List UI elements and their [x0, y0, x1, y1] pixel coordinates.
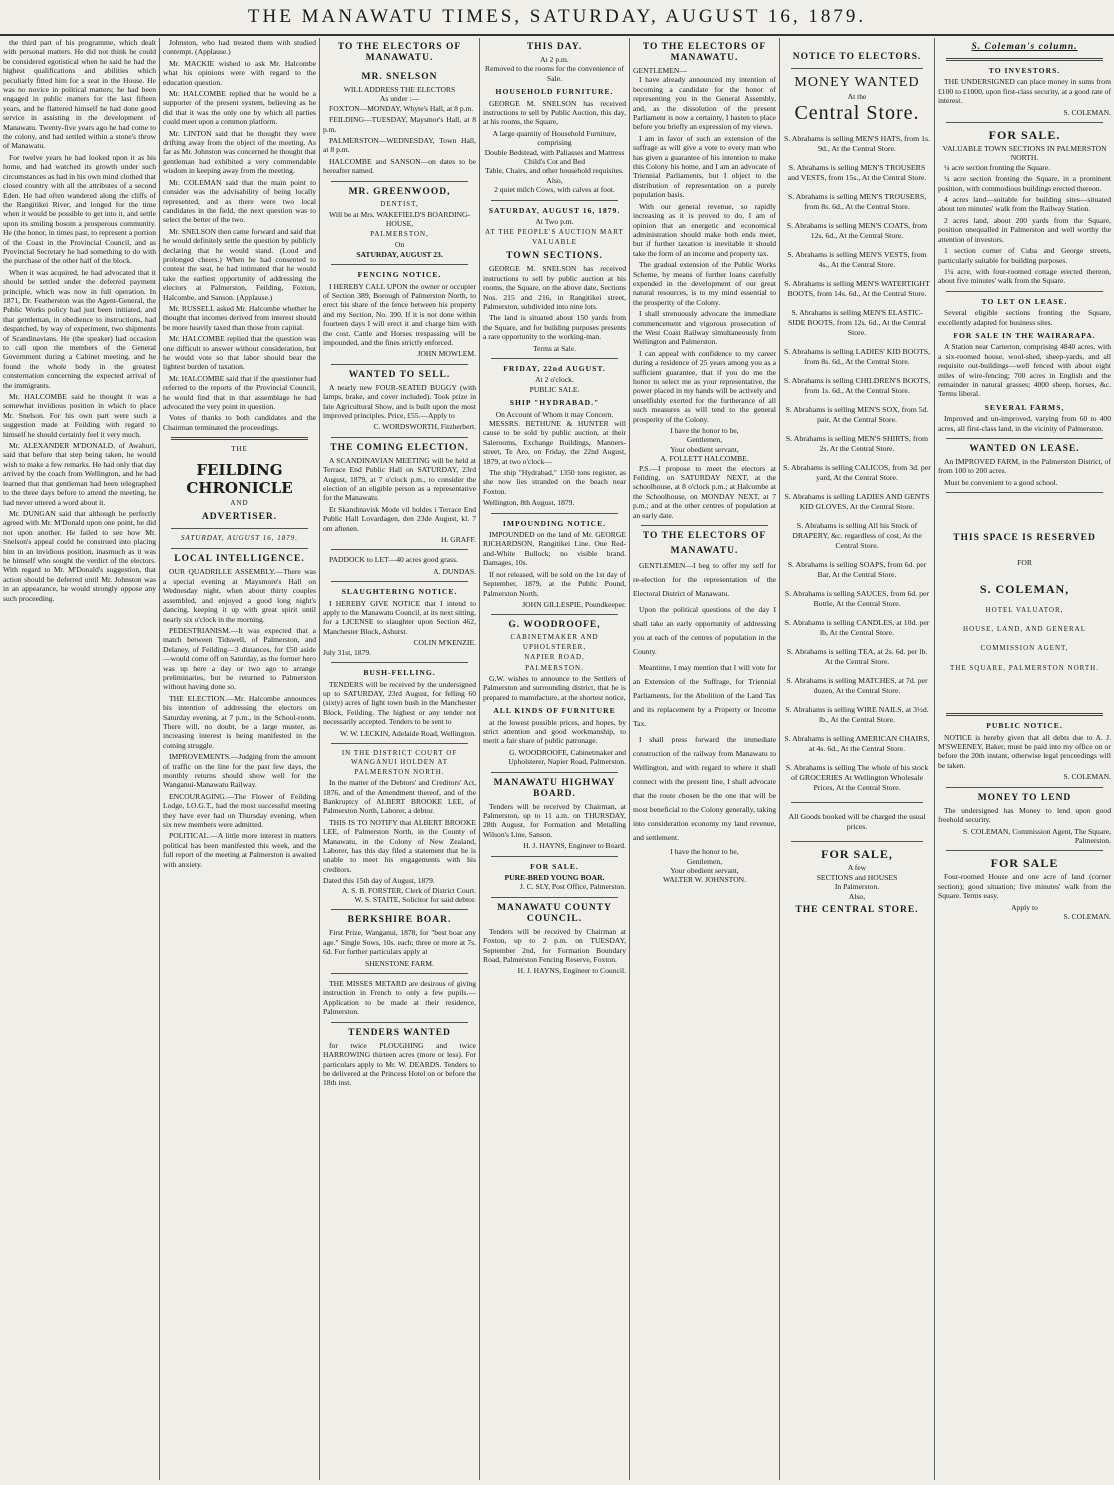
article-paragraph: When it was acquired, he had advocated that it should be settled under the deferred payment principle, which was now in full operation. In 1871, Dr. Featherston was the Agent-General, the Public Works policy had just been initiated, and that gentleman, in obedience to instructions, had despatched, by way of experiment, two shipments of Scandinavians. He (the speaker) had occasion to call upon the members of the General Government during a Cabinet meeting, and he found the whole body in the greatest consternation concerning the expected arrival of the immigrants.: [3, 267, 156, 390]
ad-heading: TO INVESTORS.: [988, 66, 1061, 75]
ad-heading: TO THE ELECTORS OF MANAWATU.: [337, 42, 462, 63]
ad-heading: WANTED TO SELL.: [348, 369, 451, 380]
address-paragraph: With our general revenue, so rapidly increasing as it is proved to do, I am of opinion that an energetic and economical administration should make both ends meet, but if further taxation is inevitable it should take the form of an income and property tax.: [633, 201, 776, 258]
ad-date: Dated this 15th day of August, 1879.: [323, 876, 435, 886]
masthead: THE MANAWATU TIMES, SATURDAY, AUGUST 16, 1879.: [0, 0, 1114, 36]
ad-body: NOTICE is hereby given that all debts due to A. J. M'SWEENEY, Baker, must be paid into my office on or before the 20th instant, otherwise legal proceedings will be taken.: [938, 732, 1111, 770]
ad-line: SECTIONS and HOUSES: [816, 872, 898, 882]
article-paragraph: For twelve years he had looked upon it as his home, and had watched its growth under such circumstances as had in his own mind clothed that closed country with all the attributes of a second Eden. He had often wandered along the cliffs of the Rangitikei River, and longed for the time when it would be possible to get into it, and settle upon its smiling bosom a prosperous community. He (the honor, in times past, to represent a portion of the Coast in the Provincial Council, and as Provincial Secretary he had something to do with the purchase of the other half of the block.: [3, 152, 156, 266]
closing: Your obedient servant,: [670, 444, 739, 454]
ad-heading: NOTICE TO ELECTORS.: [792, 52, 922, 62]
local-item: OUR QUADRILLE ASSEMBLY.—There was a special evening at Maysmore's Hall on Wednesday night, when about thirty couples assembled, and enjoyed a good long night's dancing, keeping it up with great spirit until nearly six o'clock in the morning.: [163, 567, 316, 624]
column-6: [780, 38, 935, 1480]
ad-heading: SATURDAY, AUGUST 16, 1879.: [488, 205, 621, 215]
ad-body: The undersigned has Money to lend upon good freehold security.: [938, 805, 1111, 825]
store-note: All Goods booked will be charged the usual prices.: [788, 812, 926, 832]
divider: [331, 264, 468, 265]
ad-body: THE UNDERSIGNED can place money in sums from £100 to £1000, upon first-class security, at a good rate of interest.: [938, 77, 1111, 106]
store-item: S. Abrahams is selling SAUCES, from 6d. per Bottle, At the Central Store.: [784, 589, 930, 609]
column-heading: S. Coleman's column.: [971, 42, 1078, 52]
ad-signature: J. C. SLY, Post Office, Palmerston.: [519, 882, 626, 892]
ad-item: HALCOMBE and SANSON—on dates to be hereafter named.: [323, 156, 476, 176]
divider: [491, 614, 618, 615]
divider: [641, 525, 768, 526]
divider: [491, 856, 618, 857]
article-paragraph: Mr. COLEMAN said that the main point to consider was the advisability of being locally represented, and as there were two local candidates in the field, the next question was to select the better of the two.: [163, 177, 316, 225]
divider: [491, 772, 618, 773]
sale-item: 2 acres land, about 200 yards from the Square, position unequalled in Palmerston and well worthy the attention of investors.: [938, 215, 1111, 244]
ad-body: If not released, will be sold on the 1st day of September, 1879, at the Public Pound, Palmerston North.: [483, 569, 626, 598]
ad-signature: S. COLEMAN.: [1063, 772, 1111, 782]
ad-body: Improved and un-improved, varying from 60 to 400 acres, all first-class land, in the vicinity of Palmerston.: [938, 414, 1111, 433]
ad-heading: BERKSHIRE BOAR.: [347, 915, 452, 926]
ad-line: In Palmerston.: [834, 882, 880, 892]
ad-line: FOR: [1017, 558, 1032, 568]
ad-heading: MANAWATU HIGHWAY BOARD.: [493, 777, 616, 799]
divider: [491, 897, 618, 898]
ad-body: PADDOCK to LET—40 acres good grass.: [329, 555, 458, 565]
ad-line: VALUABLE TOWN SECTIONS IN PALMERSTON NORTH.: [942, 144, 1107, 163]
divider: [331, 973, 468, 974]
ad-item: FOXTON—MONDAY, Whyte's Hall, at 8 p.m.: [329, 103, 474, 113]
divider: [946, 58, 1103, 61]
ad-signature: COLIN M'KENZIE.: [413, 638, 476, 648]
ad-line: AT THE PEOPLE'S AUCTION MART: [485, 227, 624, 236]
ad-item: PALMERSTON—WEDNESDAY, Town Hall, at 8 p.m.: [323, 136, 476, 155]
ad-heading: WANTED ON LEASE.: [969, 444, 1080, 454]
ad-body: at the lowest possible prices, and hopes, by strict attention and good workmanship, to merit a fair share of public patronage.: [483, 717, 626, 746]
ad-body: First Prize, Wanganui, 1878, for "best boar any age." Single Sows, 10s. each; three or more at 7s. 6d. For further particulars apply at: [323, 928, 476, 957]
ad-heading: TO LET ON LEASE.: [981, 296, 1068, 306]
column-3: [320, 38, 480, 1480]
store-item: S. Abrahams is selling MEN'S TROUSERS and VESTS, from 15s., At the Central Store.: [787, 163, 927, 183]
divider: [331, 181, 468, 182]
ad-body: THE MISSES METARD are desirous of giving instruction in French to only a few pupils.—Application to be made at their residence, Palmerston.: [323, 979, 476, 1017]
ad-heading: THE COMING ELECTION.: [330, 442, 469, 453]
chronicle-name: FEILDING CHRONICLE: [186, 460, 293, 497]
article-paragraph: Mr. SNELSON then came forward and said that he would definitely settle the question by publicly declaring that he would stand. (Loud and prolonged cheers.) When he had consented to contest the seat, he had intimated that he would take the earliest opportunity of addressing the electors at Palmerston, Feilding, Foxton, Halcombe, and Sanson. (Applause.): [163, 226, 316, 302]
ad-heading: TOWN SECTIONS.: [506, 251, 603, 262]
ad-line: PUBLIC SALE.: [529, 384, 580, 394]
divider: [946, 438, 1103, 439]
sale-item: ¼ acre section fronting the Square, in a prominent position, with commodious buildings erected thereon.: [938, 174, 1111, 193]
ad-heading: FOR SALE.: [988, 128, 1061, 143]
ad-heading: MANAWATU.: [670, 546, 739, 557]
chronicle-date: SATURDAY, AUGUST 16, 1879.: [180, 534, 299, 543]
ad-line: WILL ADDRESS THE ELECTORS: [343, 85, 456, 94]
ad-line: DENTIST,: [380, 199, 419, 208]
ad-signature: G. WOODROOFE, Cabinetmaker and Upholsterer, Napier Road, Palmerston.: [508, 747, 626, 767]
article-paragraph: Votes of thanks to both candidates and the Chairman terminated the proceedings.: [163, 413, 316, 432]
store-item: S. Abrahams is selling MEN'S ELASTIC-SIDE BOOTS, from 12s. 6d., At the Central Store.: [788, 308, 926, 338]
ad-heading: IN THE DISTRICT COURT OF WANGANUI HOLDEN AT PALMERSTON NORTH.: [341, 748, 458, 776]
column-1: [0, 38, 160, 1480]
sale-item: 4 acres land—suitable for building sites—situated about ten minutes' walk from the Railway Station.: [938, 195, 1111, 214]
ad-body: for twice PLOUGHING and twice HARROWING thirteen acres (more or less). For particulars apply to Mr. W. DEARDS. Tenders to be delivered at the Princess Hotel on or before the 18th inst.: [323, 1040, 476, 1088]
address-paragraph: I shall press forward the immediate construction of the railway from Manawatu to Wellington, and with regard to where it shall connect with the present line, I shall advocate that the route chosen be the one that will be most beneficial to the Colony generally, taking into consideration economy my land revenue, and settlement.: [633, 735, 776, 843]
ad-line: NAPIER ROAD,: [524, 653, 585, 662]
column-5: [630, 38, 780, 1480]
divider: [491, 358, 618, 359]
divider: [791, 802, 923, 803]
divider: [791, 68, 923, 69]
sale-item: ¼ acre section fronting the Square.: [944, 162, 1051, 172]
store-item: S. Abrahams is selling CALICOS, from 3d. per yard, At the Central Store.: [783, 463, 931, 483]
ad-line: 2 quiet milch Cows, with calves at foot.: [494, 185, 615, 195]
store-item: S. Abrahams is selling SOAPS, from 6d. per Bar, At the Central Store.: [787, 560, 927, 580]
address-paragraph: Meantime, I may mention that I will vote for an Extension of the Suffrage, for Triennial Parliaments, for the Abolition of the Land Tax and its replacement by a Property or Income Tax.: [633, 663, 776, 729]
store-item: S. Abrahams is selling MATCHES, at 7d. per dozen, At the Central Store.: [786, 676, 928, 696]
ad-name: S. COLEMAN,: [979, 581, 1070, 596]
ad-line: At the: [847, 92, 867, 101]
local-item: PEDESTRIANISM.—It was expected that a match between Tidswell, of Palmerston, and Delaney, of Feilding—3 distances, for £50 aside—would come off on Saturday, as the former hero was up here a day or two ago to arrange preliminaries, but he returned to Palmerston without having done so.: [163, 625, 316, 692]
article-paragraph: Mr. DUNGAN said that although he perfectly agreed with Mr. M'Donald upon one point, he did not upon another. He failed to see how Mr. Snelson's appeal could be construed into placing him in an invidious position, inasmuch as it was he himself who sought the verdict of the electors. With regard to Mr. M'Donald's suggestion, that action should be deferred until Mr. Johnston was in an appearance, he would strongly oppose any such proceeding.: [3, 508, 156, 603]
closing: I have the honor to be,: [670, 426, 739, 436]
closing: Your obedient servant,: [670, 865, 739, 875]
ad-signature: H. GRAFF.: [440, 535, 476, 545]
ad-signature: W. W. LECKIN, Adelaide Road, Wellington.: [339, 728, 476, 738]
ad-line: At 2 p.m.: [540, 55, 569, 64]
ad-line: VALUABLE: [532, 237, 577, 246]
chronicle-and: AND: [230, 498, 249, 507]
ad-line: At 2 o'clock.: [535, 375, 574, 385]
ad-signature: H. J. HAYNS, Engineer to Board.: [523, 841, 626, 851]
article-paragraph: Mr. HALCOMBE said he thought it was a somewhat invidious position in which to place Mr. Snelson. For his own part were such a suggestion made at Feilding with regard to himself he should certainly feel it very much.: [3, 392, 156, 439]
ad-heading: FOR SALE: [990, 856, 1059, 871]
ad-heading: SHIP "HYDRABAD.": [509, 398, 600, 408]
store-item: S. Abrahams is selling MEN'S WATERTIGHT BOOTS, from 14s. 6d., At the Central Store.: [784, 279, 930, 299]
local-item: THE ELECTION.—Mr. Halcombe announces his intention of addressing the electors on Saturday evening, at 7 p.m., in the School-room. There will, no doubt, be a large muster, as increasing interest is being manifested in the coming struggle.: [163, 693, 316, 750]
ad-body: The land is situated about 150 yards from the Square, and for building purposes presents a rare opportunity to the working-man.: [483, 313, 626, 342]
ad-heading: SLAUGHTERING NOTICE.: [341, 587, 458, 597]
local-item: IMPROVEMENTS.—Judging from the amount of traffic on the line for the past few days, the monthly returns should show well for the Wanganui-Manawatu Railway.: [163, 752, 316, 790]
ad-signature: THE CENTRAL STORE.: [795, 905, 919, 916]
ad-heading: FOR SALE,: [821, 847, 893, 862]
store-item: S. Abrahams is selling LADIES' KID BOOTS, from 8s. 6d., At the Central Store.: [783, 347, 931, 367]
address-paragraph: I have already announced my intention of becoming a candidate for the honor of representing you in the General Assembly, and, as the dissolution of the present Parliament is now a certainty, I hasten to place before you briefly an expression of my views.: [633, 75, 776, 132]
ad-heading: FENCING NOTICE.: [357, 270, 442, 280]
store-item: S. Abrahams is selling CANDLES, at 10d. per lb, At the Central Store.: [784, 618, 930, 638]
ad-name: G. WOODROOFE,: [508, 620, 601, 631]
article-paragraph: Mr. MACKIE wished to ask Mr. Halcombe what his opinions were with regard to the education question.: [163, 58, 316, 87]
divider: [331, 364, 468, 365]
ad-line: At Two p.m.: [535, 217, 574, 227]
address-paragraph: I can appeal with confidence to my career during a residence of 25 years among you as a sufficient guarantee, that if you do me the honor to select me as your representative, the power placed in my hands will be actively and unselfishly exerted for the furtherance of all such measures as will tend to the general prosperity of the Colony.: [633, 348, 776, 424]
article-paragraph: Mr. RUSSELL asked Mr. Halcombe whether he thought that incomes derived from interest should be more heavily taxed than those from capital.: [163, 303, 316, 332]
article-paragraph: Mr. HALCOMBE replied that the question was one difficult to answer without consideration, but he would vote so that labor should bear the lightest burden of taxation.: [163, 334, 316, 372]
ad-body: Tenders will be received by Chairman at Foxton, up to 2 p.m. on TUESDAY, September 2nd, for Formation Boundary Road, Palmerston Fencing Reserve, Foxton.: [483, 926, 626, 965]
store-item: S. Abrahams is selling WIRE NAILS, at 3½d. lb., At the Central Store.: [785, 705, 929, 725]
article-paragraph: Mr. HALCOMBE replied that he would be a supporter of the present system, believing as he did that it was the only one by which all parties could meet upon a common platform.: [163, 89, 316, 127]
divider: [946, 492, 1103, 493]
ad-body: GEORGE M. SNELSON has received instructions to sell by Public Auction, this day, at his rooms, the Square,: [483, 98, 626, 127]
ad-signature: H. J. HAYNS, Engineer to Council.: [517, 966, 626, 976]
article-paragraph: Johnston, who had treated them with studied contempt. (Applause.): [163, 38, 316, 57]
ad-signature: A. DUNDAS.: [433, 566, 476, 576]
store-item: S. Abrahams is selling The whole of his stock of GROCERIES At Wellington Wholesale Prices, At the Central Store.: [785, 763, 929, 793]
closing: Gentlemen,: [686, 856, 723, 866]
ad-signature: S. COLEMAN.: [1063, 107, 1111, 117]
store-item: S. Abrahams is selling MEN'S COATS, from 12s. 6d., At the Central Store.: [786, 221, 928, 241]
article-paragraph: Mr. ALEXANDER M'DONALD, of Awahuri, said that before that step being taken, he would wish to make a few remarks. He had only that day arrived by the coach from Wellington, and he had learned that that gentleman had been telegraphed to the three days before to attend the meeting, he had never uttered a word about it.: [3, 441, 156, 507]
ad-line: PALMERSTON.: [525, 663, 584, 672]
ad-body: G.W. wishes to announce to the Settlers of Palmerston and surrounding district, that he is prepared to manufacture, at the shortest notice,: [483, 673, 626, 702]
ad-line: COMMISSION AGENT,: [980, 644, 1069, 653]
ad-body: TENDERS will be received by the undersigned up to SATURDAY, 23rd August, for felling 60 (sixty) acres of light town bush in the Manchester Block, Feilding. The highest or any tender not necessarily accepted. Tenders to be sent to: [323, 679, 476, 727]
store-item: S. Abrahams is selling LADIES AND GENTS KID GLOVES, At the Central Store.: [784, 492, 930, 512]
ad-signature: S. COLEMAN.: [1063, 911, 1111, 921]
store-item: S. Abrahams is selling MEN'S SHIRTS, from 2s. At the Central Store.: [785, 434, 929, 454]
column-7: [935, 38, 1114, 1480]
ad-line: Apply to: [1011, 902, 1038, 912]
ad-signature: SHENSTONE FARM.: [365, 958, 434, 968]
ad-body: THIS IS TO NOTIFY that ALBERT BROOKE LEE, of Palmerston North, in the County of Manawatu, in the Colony of New Zealand, Laborer, has this day filed a statement that he is unable to meet his engagements with his creditors.: [323, 817, 476, 874]
article-paragraph: the third part of his programme, which dealt with personal matters. He did not think he could be considered egotistical when he said he had the highest qualifications and abilities which peculiarly fitted him for a seat in the House. He was no novice in political matters; he had been engaged in public matters for the last fifteen years, and he flattered himself he had done good service in assisting in the development of Manawatu. Twenty-five years ago he had come to the colony, and had settled within a stone's throw of Manawatu.: [3, 38, 156, 151]
ad-heading: FOR SALE.: [530, 861, 579, 871]
ad-signature: W. S. STAITE, Solicitor for said debtor.: [354, 895, 476, 905]
money-wanted: MONEY WANTED: [794, 75, 920, 90]
divider: [331, 909, 468, 910]
ad-heading: MONEY TO LEND: [977, 792, 1072, 803]
ad-body: In the matter of the Debtors' and Creditors' Act, 1876, and of the Amendment thereof, and of the Bankruptcy of ALBERT BROOKE LEE, of Palmerston North, Laborer, a debtor.: [323, 778, 476, 816]
local-item: ENCOURAGING.—The Flower of Feilding Lodge, I.O.G.T., had the most successful meeting they have ever had on Thursday evening, when six new members were admitted.: [163, 791, 316, 830]
ad-body: A nearly new FOUR-SEATED BUGGY (with lamps, brake, and cover included). Took prize in late Agricultural Show, and is built upon the most improved principles. Price, £55.—Apply to: [323, 382, 476, 420]
ad-line: Will be at Mrs. WAKEFIELD'S BOARDING-HOUSE,: [329, 210, 470, 229]
ad-body: A Station near Carterton, comprising 4840 acres, with a six-roomed house, wool-shed, sheep-yards, and all requisite out-buildings—well fenced with about eight miles of wire-fencing; 700 acres in English and the remainder in natural grasses; 4000 sheep, horses, &c. Terms liberal.: [938, 342, 1111, 399]
divider: [331, 1022, 468, 1023]
ad-heading: THIS DAY.: [526, 42, 583, 52]
ad-signature: WALTER W. JOHNSTON.: [662, 875, 747, 885]
ad-body: The ship "Hydrabad," 1350 tons register, as she now lies stranded on the beach near Foxton.: [483, 468, 626, 496]
divider: [331, 549, 468, 550]
article-paragraph: Mr. LINTON said that he thought they were drifting away from the object of the meeting. As far as Mr. Johnston was concerned he thought that gentleman had exhibited a very commendable wisdom in keeping away from the meeting.: [163, 128, 316, 176]
ad-body: Tenders will be received by Chairman, at Palmerston, up to 11 a.m. on THURSDAY, 28th August, for Formation and Metalling Wilson's Line, Sanson.: [483, 801, 626, 839]
ad-body: GEORGE M. SNELSON has received instructions to sell by public auction at his rooms, the Square, on the above date, Sections Nos. 215 and 216, in Rangitikei street, Palmerston, subdivided into nine lots.: [483, 264, 626, 311]
ad-line: Terms at Sale.: [532, 343, 577, 353]
ad-heading: FOR SALE IN THE WAIRARAPA.: [953, 330, 1096, 340]
ad-name: MR. SNELSON: [361, 72, 438, 82]
divider: [791, 841, 923, 842]
ad-signature: JOHN MOWLEM.: [417, 349, 476, 359]
article-paragraph: Mr. HALCOMBE said that if the questioner had referred to the reports of the Provincial Council, he would find that in that assemblage he had advocated the very point in question.: [163, 373, 316, 412]
ad-item: Child's Cot and Bed: [523, 157, 586, 167]
divider: [331, 743, 468, 744]
ad-item: FEILDING—TUESDAY, Maysmor's Hall, at 8 p.m.: [323, 115, 476, 134]
ad-body: An IMPROVED FARM, in the Palmerston District, of from 100 to 200 acres.: [938, 457, 1111, 476]
ad-heading: HOUSEHOLD FURNITURE.: [495, 87, 614, 97]
ad-signature: S. COLEMAN, Commission Agent, The Square, Palmerston.: [962, 826, 1111, 845]
ad-heading: PUBLIC NOTICE.: [986, 721, 1063, 731]
ad-line: CABINETMAKER AND UPHOLSTERER,: [510, 633, 599, 651]
ad-name: MR. GREENWOOD,: [348, 186, 451, 197]
ad-heading: BUSH-FELLING.: [363, 668, 436, 678]
ad-heading: SEVERAL FARMS,: [984, 402, 1065, 412]
ad-item: Double Bedstead, with Paliasses and Mattress: [484, 147, 625, 157]
salutation: GENTLEMEN—: [633, 66, 687, 75]
ad-body: IMPOUNDED on the land of Mr. GEORGE RICHARDSON, Rangitikei Line. One Red-and-White Bullock; no visible brand. Damages, 10s.: [483, 530, 626, 568]
ad-signature: JOHN GILLESPIE, Poundkeeper.: [522, 599, 626, 609]
chronicle-advertiser: ADVERTISER.: [201, 512, 278, 523]
sale-item: 1¼ acre, with four-roomed cottage erected thereon, about five minutes' walk from the Square.: [938, 266, 1111, 286]
ad-line: Removed to the rooms for the convenience of Sale.: [485, 64, 624, 83]
section-heading: LOCAL INTELLIGENCE.: [174, 554, 305, 565]
central-store-title: Central Store.: [794, 102, 920, 125]
divider: [171, 437, 308, 440]
ad-heading: FRIDAY, 22nd AUGUST.: [503, 363, 606, 373]
column-4: [480, 38, 630, 1480]
ad-body: I HEREBY CALL UPON the owner or occupier of Section 389, Borough of Palmerston North, to erect his share of the fence between his property and my Section, No. 390. If it is not done within fourteen days I will erect it and charge him with the cost. Cattle and Horses trespassing will be impounded, and the fines strictly enforced.: [323, 281, 476, 347]
column-2: [160, 38, 320, 1480]
ad-heading: IMPOUNDING NOTICE.: [502, 518, 607, 528]
divider: [946, 291, 1103, 292]
ad-body: I HEREBY GIVE NOTICE that I intend to apply to the Manawatu Council, at its next sitting, for a LICENSE to slaughter upon Section 462, Manchester Block, Ashurst.: [323, 598, 476, 636]
ad-date: July 31st, 1879.: [323, 647, 372, 657]
closing: I have the honor to be,: [670, 847, 739, 857]
ad-heading: TENDERS WANTED: [348, 1027, 451, 1038]
store-item: S. Abrahams is selling MEN'S SOX, from 5d. pair, At the Central Store.: [785, 405, 929, 425]
ad-body: Four-roomed House and one acre of land (corner section); good situation; five minutes' walk from the Square. Terms easy.: [938, 872, 1111, 901]
address-paragraph: I am in favor of such an extension of the suffrage as will give a vote to every man who has given a guarantee of his intention to make this Colony his home, and I am an advocate of Triennial Parliaments, but I object to the distribution of representation on a purely population basis.: [633, 133, 776, 200]
ad-line: As under :—: [379, 94, 420, 104]
store-item: S. Abrahams is selling MEN'S VESTS, from 4s., At the Central Store.: [787, 250, 927, 270]
ad-line: Also,: [848, 891, 866, 901]
ad-heading: MANAWATU COUNTY COUNCIL.: [497, 902, 612, 924]
store-item: S. Abrahams is selling MEN'S TROUSERS, from 8s. 6d., At the Central Store.: [787, 192, 927, 212]
address-paragraph: Upon the political questions of the day I shall take an early opportunity of addressing you at each of the centres of population in the County.: [633, 605, 776, 657]
ad-body: MESSRS. BETHUNE & HUNTER will cause to be sold by public auction, at their Salerooms, Exchange Buildings, Manners-street, Te Aro, on Friday, the 22nd August, 1879, at two o'clock—: [483, 419, 626, 466]
divider: [331, 662, 468, 663]
ad-item: A large quantity of Household Furniture, comprising: [492, 128, 617, 148]
ad-body: Several eligible sections fronting the Square, excellently adapted for business sites.: [938, 308, 1111, 327]
postscript: P.S.—I propose to meet the electors at Feilding, on SATURDAY NEXT, at the schoolhouse, at 8 o'clock p.m.; at Halcombe at the Schoolhouse, on MONDAY NEXT, at 7 p.m.; and at the other centres of population at an early date.: [633, 463, 776, 520]
ad-heading: TO THE ELECTORS OF MANAWATU.: [642, 42, 767, 63]
divider: [946, 850, 1103, 851]
divider: [171, 528, 308, 529]
ad-heading: TO THE ELECTORS OF: [642, 531, 767, 542]
ad-signature: A. FOLLETT HALCOMBE.: [660, 454, 749, 464]
ad-line: PURE-BRED YOUNG BOAR.: [504, 873, 605, 883]
ad-line: PALMERSTON,: [370, 229, 429, 238]
store-item: S. Abrahams is selling AMERICAN CHAIRS, at 4s. 6d., At the Central Store.: [784, 734, 930, 754]
divider: [331, 437, 468, 438]
divider: [946, 122, 1103, 123]
store-item: S. Abrahams is selling CHILDREN'S BOOTS, from 1s. 6d., At the Central Store.: [783, 376, 931, 396]
ad-line: SATURDAY, AUGUST 23.: [356, 249, 443, 259]
ad-signature: A. S. B. FORSTER, Clerk of District Court.: [341, 885, 476, 895]
chronicle-pre: THE: [231, 445, 248, 454]
ad-item: Table, Chairs, and other household requisites.: [485, 166, 624, 176]
address-paragraph: GENTLEMEN—I beg to offer my self for re-election for the representation of the Electoral District of Manawatu.: [633, 561, 776, 599]
ad-body: Et Skandinavisk Mode vil holdes i Terrace End Public Hall Lovardagen, den 23de August, kl. 7 om aftenen.: [323, 504, 476, 533]
divider: [946, 787, 1103, 788]
ad-signature: C. WORDSWORTH, Fitzherbert.: [373, 422, 476, 432]
address-paragraph: I shall strenuously advocate the immediate commencement and vigorous prosecution of the West Coast Railway simultaneously from Wellington and Palmerston.: [633, 309, 776, 347]
divider: [331, 581, 468, 582]
ad-line: On Account of Whom it may Concern.: [495, 409, 614, 419]
ad-body: Must be convenient to a good school.: [944, 477, 1058, 487]
store-item: S. Abrahams is selling All his Stock of DRAPERY, &c. regardless of cost, At the Central Store.: [792, 521, 922, 551]
closing: Gentlemen,: [686, 435, 723, 445]
divider: [491, 513, 618, 514]
ad-line: Also,: [546, 175, 563, 185]
store-item: S. Abrahams is selling MEN'S HATS, from 1s. 9d., At the Central Store.: [783, 134, 931, 154]
divider: [491, 200, 618, 201]
ad-line: HOUSE, LAND, AND GENERAL: [963, 625, 1086, 634]
ad-heading: THIS SPACE IS RESERVED: [953, 533, 1096, 544]
ad-date: Wellington, 8th August, 1879.: [483, 498, 575, 508]
divider: [946, 713, 1103, 716]
ad-heading: ALL KINDS OF FURNITURE: [493, 706, 616, 716]
divider: [171, 548, 308, 549]
local-item: POLITICAL.—A little more interest in matters political has been manifested this week, and the full report of the meeting at Palmerston is awaited with anxiety.: [163, 831, 316, 869]
sale-item: 1 section corner of Cuba and George streets, particularly suitable for building purposes.: [938, 246, 1111, 265]
ad-line: A few: [847, 863, 867, 873]
ad-line: On: [394, 240, 405, 250]
ad-line: THE SQUARE, PALMERSTON NORTH.: [950, 663, 1099, 672]
ad-body: A SCANDINAVIAN MEETING will be held at Terrace End Public Hall on SATURDAY, 23rd August, 1879, at 7 o'clock p.m., to consider the election of an eligible person as a representative for the Manawatu.: [323, 455, 476, 503]
address-paragraph: The gradual extension of the Public Works Scheme, by means of further loans carefully expended in the development of our great natural resources, is to my mind essential to the prosperity of the Colony.: [633, 260, 776, 307]
store-item: S. Abrahams is selling TEA, at 2s. 6d. per lb. At the Central Store.: [786, 647, 928, 667]
ad-line: HOTEL VALUATOR,: [985, 605, 1064, 614]
